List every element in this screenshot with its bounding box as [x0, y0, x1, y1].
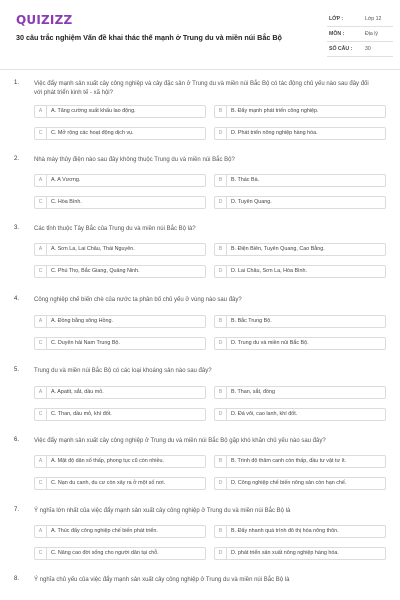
question-text: Trung du và miền núi Bắc Bộ có các loại khoáng sản nào sau đây? — [34, 368, 212, 374]
option-text: D. Phát triển nông nghiệp hàng hóa. — [231, 130, 318, 136]
question-list — [0, 70, 400, 600]
question-number: 5. — [14, 367, 20, 373]
option-letter: A — [35, 387, 47, 398]
option-text: C. Duyên hải Nam Trung Bộ. — [51, 340, 120, 346]
option-c[interactable] — [34, 127, 206, 140]
option-d[interactable] — [214, 265, 386, 278]
option-letter: B — [215, 456, 227, 467]
option-a[interactable] — [34, 455, 206, 468]
question-text: Nhà máy thủy điện nào sau đây không thuộc Trung du và miền núi Bắc Bộ? — [34, 157, 235, 163]
option-text: D. Lai Châu, Sơn La, Hòa Bình. — [231, 268, 308, 274]
option-b[interactable] — [214, 243, 386, 256]
option-letter: B — [215, 175, 227, 186]
option-b[interactable] — [214, 525, 386, 538]
option-text: B. Trình độ thâm canh còn thấp, đầu tư vật tư ít. — [231, 458, 347, 464]
option-letter: D — [215, 338, 227, 349]
option-letter: A — [35, 456, 47, 467]
question-text: Ý nghĩa chủ yếu của việc đẩy mạnh sản xuất cây công nghiệp ở Trung du và miền núi Bắc Bộ là — [34, 577, 290, 583]
option-c[interactable] — [34, 265, 206, 278]
question-number: 3. — [14, 225, 20, 231]
option-c[interactable] — [34, 547, 206, 560]
meta-grade — [327, 12, 393, 27]
option-text: C. Nâng cao đời sống cho người dân tại chỗ. — [51, 550, 159, 556]
option-b[interactable] — [214, 455, 386, 468]
option-letter: A — [35, 526, 47, 537]
option-b[interactable] — [214, 386, 386, 399]
option-a[interactable] — [34, 174, 206, 187]
option-text: A. Mật độ dân số thấp, phong tục cũ còn nhiều. — [51, 458, 164, 464]
option-a[interactable] — [34, 386, 206, 399]
option-letter: D — [215, 266, 227, 277]
question-text: Công nghiệp chế biến chè của nước ta phân bố chủ yếu ở vùng nào sau đây? — [34, 297, 242, 303]
option-a[interactable] — [34, 315, 206, 328]
meta-question-count — [327, 42, 393, 57]
question-text: Việc đẩy mạnh sản xuất cây công nghiệp ở Trung du và miền núi Bắc Bộ gặp khó khăn chủ yếu nào sau đây? — [34, 438, 326, 444]
question-number: 6. — [14, 437, 20, 443]
option-letter: C — [35, 128, 47, 139]
option-letter: A — [35, 244, 47, 255]
option-text: D. Trung du và miền núi Bắc Bộ. — [231, 340, 309, 346]
option-letter: B — [215, 316, 227, 327]
question-number: 8. — [14, 576, 20, 582]
question-text: Ý nghĩa lớn nhất của việc đẩy mạnh sản xuất cây công nghiệp ở Trung du và miền núi Bắc Bộ là — [34, 508, 291, 514]
option-text: C. Phú Thọ, Bắc Giang, Quảng Ninh. — [51, 268, 140, 274]
option-c[interactable] — [34, 337, 206, 350]
option-text: D. Công nghiệp chế biến nông sản còn hạn chế. — [231, 480, 347, 486]
meta-subject-label: MÔN : — [329, 31, 345, 37]
option-letter: C — [35, 266, 47, 277]
option-text: B. Đẩy mạnh phát triển công nghiệp. — [231, 108, 319, 114]
option-letter: D — [215, 409, 227, 420]
option-text: C. Mở rộng các hoạt động dịch vụ. — [51, 130, 134, 136]
option-letter: D — [215, 478, 227, 489]
question-text: Việc đẩy mạnh sản xuất cây công nghiệp và cây đặc sản ở Trung du và miền núi Bắc Bộ có tác động chủ yếu nào sau đây đối với phát triển kinh tế - xã hội? — [34, 81, 369, 96]
meta-subject-value: Địa lý — [365, 31, 378, 37]
option-a[interactable] — [34, 525, 206, 538]
meta-grade-value: Lớp 12 — [365, 16, 382, 22]
option-text: D. Đá vôi, cao lanh, khí đốt. — [231, 411, 298, 417]
option-d[interactable] — [214, 127, 386, 140]
option-d[interactable] — [214, 196, 386, 209]
option-letter: A — [35, 316, 47, 327]
option-letter: A — [35, 175, 47, 186]
option-text: A. Tăng cường xuất khẩu lao động. — [51, 108, 136, 114]
option-text: A. A Vương. — [51, 177, 81, 183]
option-text: B. Đẩy nhanh quá trình đô thị hóa nông thôn. — [231, 528, 339, 534]
option-letter: D — [215, 197, 227, 208]
option-text: A. Đồng bằng sông Hồng. — [51, 318, 114, 324]
question-text: Các tỉnh thuộc Tây Bắc của Trung du và miền núi Bắc Bộ là? — [34, 226, 196, 232]
worksheet-header — [0, 0, 400, 70]
option-d[interactable] — [214, 337, 386, 350]
option-letter: C — [35, 548, 47, 559]
meta-subject — [327, 27, 393, 42]
option-text: D. Tuyên Quang. — [231, 199, 272, 205]
option-c[interactable] — [34, 408, 206, 421]
option-text: C. Than, dầu mỏ, khí đốt. — [51, 411, 112, 417]
option-letter: B — [215, 244, 227, 255]
option-letter: D — [215, 128, 227, 139]
meta-count-value: 30 — [365, 46, 371, 52]
page-title: 30 câu trắc nghiệm Vấn đề khai thác thế mạnh ở Trung du và miền núi Bắc Bộ — [16, 33, 282, 42]
option-text: B. Bắc Trung Bộ. — [231, 318, 272, 324]
option-b[interactable] — [214, 105, 386, 118]
option-b[interactable] — [214, 315, 386, 328]
meta-count-label: SỐ CÂU : — [329, 46, 353, 52]
question-number: 2. — [14, 156, 20, 162]
option-c[interactable] — [34, 477, 206, 490]
option-text: B. Thác Bà. — [231, 177, 260, 183]
option-d[interactable] — [214, 477, 386, 490]
option-b[interactable] — [214, 174, 386, 187]
option-d[interactable] — [214, 408, 386, 421]
option-letter: B — [215, 526, 227, 537]
option-a[interactable] — [34, 105, 206, 118]
option-text: A. Thúc đẩy công nghiệp chế biến phát triển. — [51, 528, 158, 534]
option-letter: C — [35, 409, 47, 420]
option-letter: B — [215, 106, 227, 117]
option-letter: D — [215, 548, 227, 559]
option-d[interactable] — [214, 547, 386, 560]
option-letter: C — [35, 197, 47, 208]
option-text: B. Than, sắt, đồng — [231, 389, 275, 395]
option-text: B. Điện Biên, Tuyên Quang, Cao Bằng. — [231, 246, 325, 252]
question-number: 4. — [14, 296, 20, 302]
option-text: D. phát triển sản xuất nông nghiệp hàng hóa. — [231, 550, 339, 556]
option-c[interactable] — [34, 196, 206, 209]
option-text: C. Hòa Bình. — [51, 199, 82, 205]
option-text: C. Nạn du canh, du cư còn xảy ra ở một số nơi. — [51, 480, 166, 486]
option-text: A. Apatit, sắt, dầu mỏ. — [51, 389, 104, 395]
option-text: A. Sơn La, Lai Châu, Thái Nguyên. — [51, 246, 135, 252]
option-letter: A — [35, 106, 47, 117]
option-letter: C — [35, 338, 47, 349]
question-number: 1. — [14, 80, 20, 86]
option-a[interactable] — [34, 243, 206, 256]
quizizz-logo: QUIZIZZ — [16, 13, 73, 27]
question-number: 7. — [14, 507, 20, 513]
option-letter: C — [35, 478, 47, 489]
option-letter: B — [215, 387, 227, 398]
meta-grade-label: LỚP : — [329, 16, 344, 22]
